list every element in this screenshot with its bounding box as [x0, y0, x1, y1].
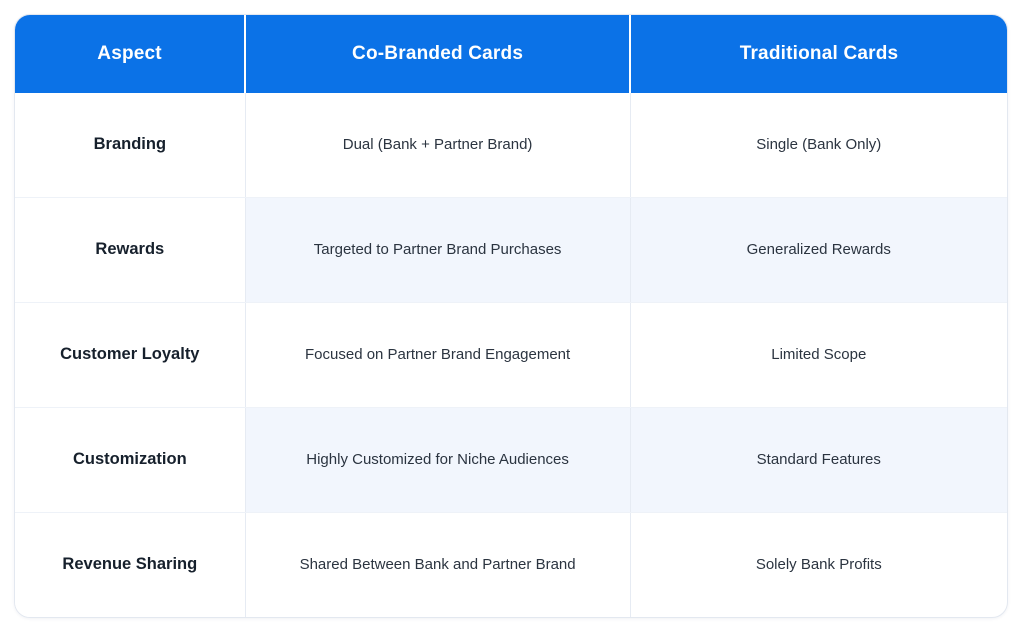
row-traditional-value: Solely Bank Profits	[755, 556, 882, 574]
table-row	[15, 93, 1007, 197]
row-co-branded-value: Dual (Bank + Partner Brand)	[245, 93, 630, 197]
row-co-branded-value: Focused on Partner Brand Engagement	[245, 302, 630, 407]
comparison-table-card	[14, 14, 1008, 618]
row-co-branded-value: Shared Between Bank and Partner Brand	[245, 512, 630, 617]
row-co-branded-value: Targeted to Partner Brand Purchases	[245, 197, 630, 302]
table-row	[15, 512, 1007, 617]
row-co-branded-value: Highly Customized for Niche Audiences	[245, 407, 630, 512]
row-traditional-value: Limited Scope	[630, 302, 1007, 407]
table-header-row	[15, 15, 1007, 93]
row-aspect-label: Rewards	[15, 197, 245, 302]
table-row	[15, 197, 1007, 302]
column-header-traditional-cards: Traditional Cards	[630, 15, 1007, 93]
table-header	[15, 15, 1007, 93]
row-aspect-label: Customer Loyalty	[15, 302, 245, 407]
comparison-table	[15, 15, 1007, 617]
table-row	[15, 407, 1007, 512]
row-aspect-label: Customization	[15, 407, 245, 512]
column-header-co-branded-cards: Co-Branded Cards	[245, 15, 630, 93]
row-traditional-value: Generalized Rewards	[630, 197, 1007, 302]
table-body	[15, 93, 1007, 617]
row-aspect-label: Revenue Sharing	[15, 512, 245, 617]
row-traditional-value: Standard Features	[630, 407, 1007, 512]
table-row	[15, 302, 1007, 407]
row-traditional-value: Single (Bank Only)	[630, 93, 1007, 197]
row-aspect-label: Branding	[15, 93, 245, 197]
column-header-aspect: Aspect	[15, 15, 245, 93]
